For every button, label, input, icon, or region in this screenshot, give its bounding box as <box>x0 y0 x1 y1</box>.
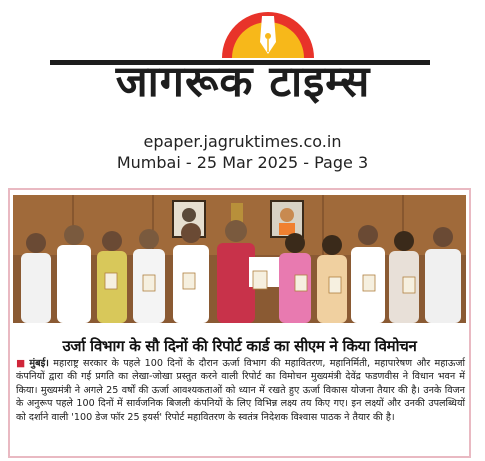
edition-date-line: Mumbai - 25 Mar 2025 - Page 3 <box>116 153 369 172</box>
masthead <box>0 0 485 120</box>
newspaper-logo-text: जागरूक टाइम्स <box>115 57 371 107</box>
article-headline: उर्जा विभाग के सौ दिनों की रिपोर्ट कार्ड का सीएम ने किया विमोचन <box>62 337 417 355</box>
group-photo-icon <box>13 195 466 323</box>
article-body-text: महाराष्ट्र सरकार के पहले 100 दिनों के दौरान ऊर्जा विभाग की महावितरण, महानिर्मिती, महापारेषण और महाऊर्जा कंपनियों द्वारा की गई प्रगति का लेखा-जोखा प्रस्तुत करने वाली रिपोर्ट का विमोचन मुख्यमंत्री देवेंद्र फडणवीस ने विधान भवन में किया। मुख्यमंत्री ने अगले 25 वर्षों की ऊर्जा आवश्यकताओं को ध्यान में रखते हुए ऊर्जा विकास योजना तैयार की है। उनके विजन के अनुरूप पहले 100 दिनों में सार्वजनिक बिजली कंपनियों के लिए विभिन्न लक्ष्य तय किए गए। इन लक्ष्यों और उनकी उपलब्धियों को दर्शाने वाली '100 डेज फॉर 25 इयर्स' रिपोर्ट महावितरण के स्वतंत्र निदेशक विश्वास पाठक ने तैयार की है। <box>16 358 465 423</box>
article-clipping <box>8 188 471 458</box>
article-photo <box>13 195 466 323</box>
epaper-url[interactable]: epaper.jagruktimes.co.in <box>143 132 342 151</box>
article-dateline: मुंबई। <box>29 358 49 369</box>
article-body <box>16 357 465 424</box>
bullet-icon: ■ <box>16 358 27 369</box>
